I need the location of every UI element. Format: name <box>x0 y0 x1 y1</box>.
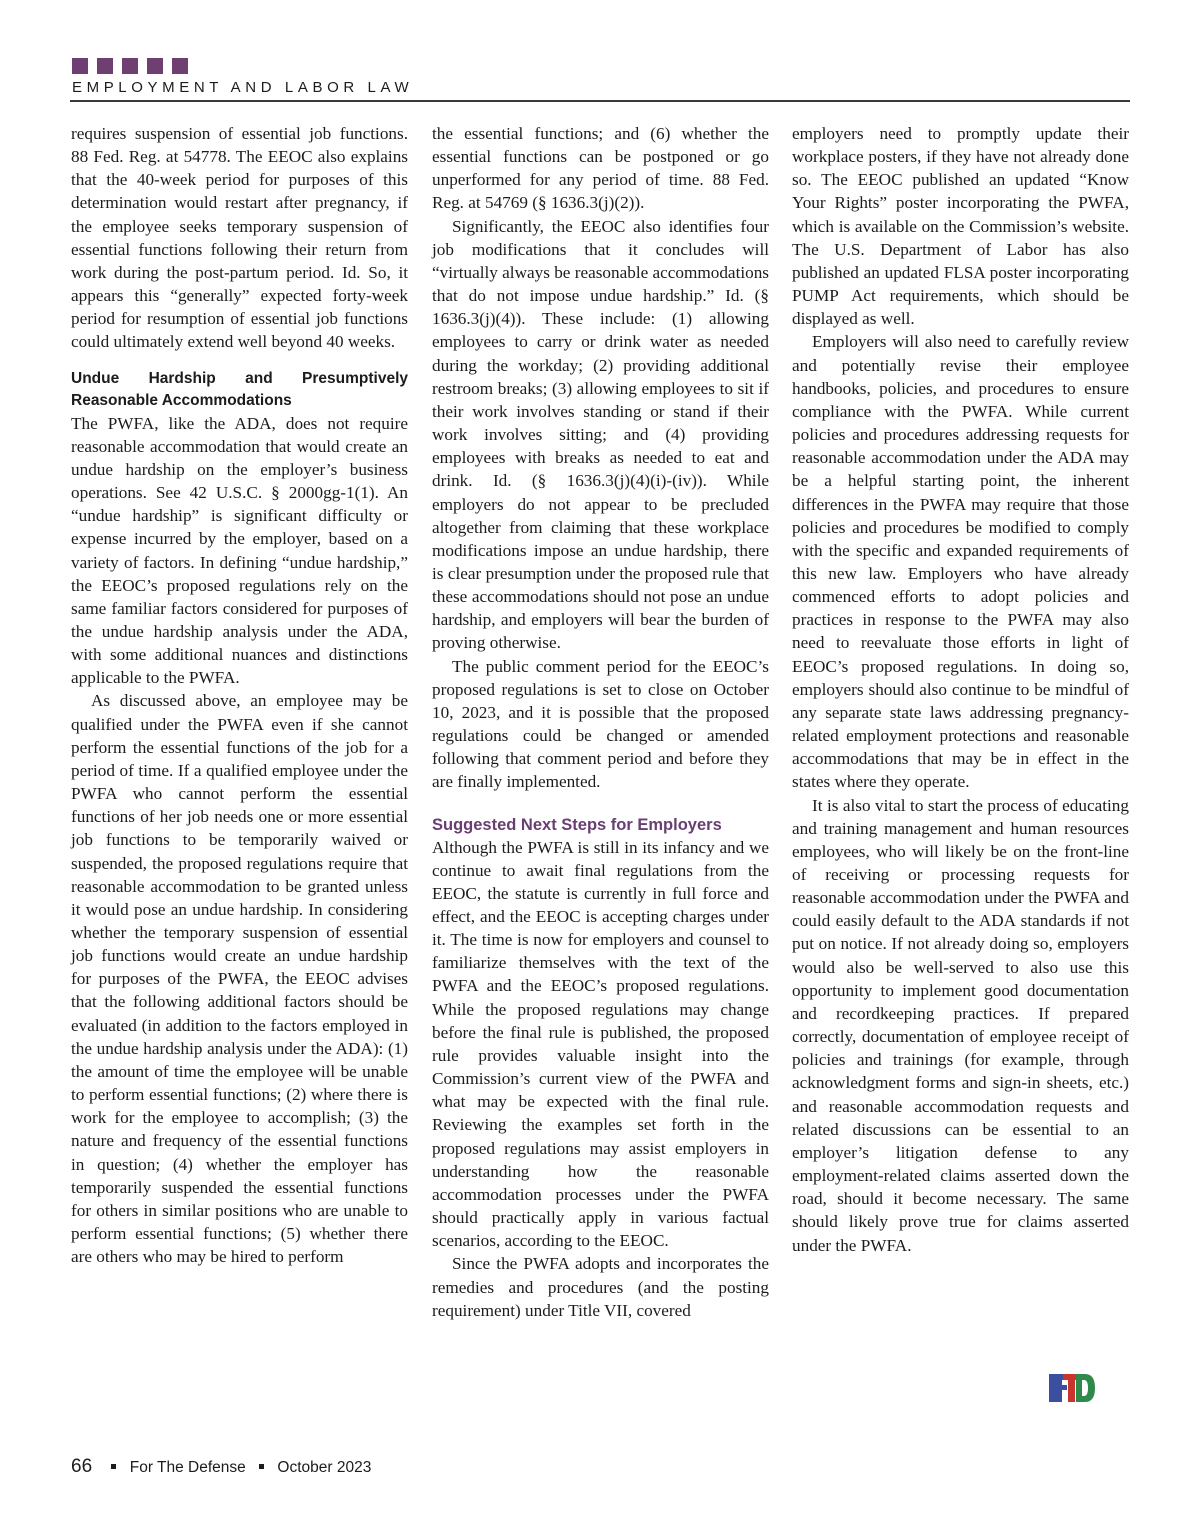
publication-name: For The Defense <box>129 1459 246 1476</box>
bullet-separator <box>111 1464 116 1469</box>
marker-square <box>172 58 188 74</box>
paragraph: As discussed above, an employee may be qualified under the PWFA even if she cannot perform the essential functions of the job for a period of time. If a qualified employee under the PWFA who cannot perform the essential functions of her job needs one or more essential job functions to be temporarily waived or suspended, the proposed regulations require that reasonable accommodation to be granted unless it would pose an undue hardship. In considering whether the temporary suspension of essential job functions would create an undue hardship for purposes of the PWFA, the EEOC advises that the following additional factors should be evaluated (in addition to the factors employed in the undue hardship analysis under the ADA): (1) the amount of time the employee will be unable to perform essential functions; (2) where there is work for the employee to accomplish; (3) the nature and frequency of the essential functions in question; (4) whether the employer has temporarily suspended the essential functions for others in similar positions who are unable to perform essential functions; (5) whether there are others who may be hired to perform <box>71 691 408 1267</box>
section-heading: Undue Hardship and Presumptively Reasonable Accommodations <box>71 369 408 409</box>
paragraph: the essential functions; and (6) whether the essential functions can be postponed or go unperformed for any period of time. 88 Fed. Reg. at 54769 (§ 1636.3(j)(2)). <box>432 124 769 213</box>
text-column-2 <box>432 122 769 1322</box>
bullet-separator <box>259 1464 264 1469</box>
paragraph: Since the PWFA adopts and incorporates the remedies and procedures (and the posting requirement) under Title VII, covered <box>432 1254 769 1320</box>
text-column-1 <box>71 122 408 1268</box>
section-marker-squares <box>72 58 188 74</box>
page-footer <box>71 1456 371 1478</box>
paragraph: Although the PWFA is still in its infancy and we continue to await final regulations from the EEOC, the statute is currently in full force and effect, and the EEOC is accepting charges under it. The time is now for employers and counsel to familiarize themselves with the text of the PWFA and the EEOC’s proposed regulations. While the proposed regulations may change before the final rule is published, the proposed rule provides valuable insight into the Commission’s current view of the PWFA and what may be expected with the final rule. Reviewing the examples set forth in the proposed regulations may assist employers in understanding how the reasonable accommodation processes under the PWFA should practically apply in various factual scenarios, according to the EEOC. <box>432 837 769 1251</box>
paragraph: Employers will also need to carefully review and potentially revise their employee handbooks, policies, and procedures to ensure compliance with the PWFA. While current policies and procedures addressing requests for reasonable accommodation under the ADA may be a helpful starting point, the inherent differences in the PWFA may require that those policies and procedures be modified to comply with the specific and expanded requirements of this new law. Employers who have already commenced efforts to adopt policies and practices in response to the PWFA may also need to reevaluate those efforts in light of EEOC’s proposed regulations. In doing so, employers should also continue to be mindful of any separate state laws addressing pregnancy-related employment protections and reasonable accommodations that may be in effect in the states where they operate. <box>792 332 1129 792</box>
marker-square <box>97 58 113 74</box>
paragraph: It is also vital to start the process of educating and training management and human resources employees, who will likely be on the front-line of receiving or processing requests for reasonable accommodation under the PWFA and could easily default to the ADA standards if not put on notice. If not already doing so, employers would also be well-served to also use this opportunity to implement good documentation and recordkeeping practices. If prepared correctly, documentation of employee receipt of policies and trainings (for example, through acknowledgment forms and sign-in sheets, etc.) and reasonable accommodation requests and related discussions can be essential to an employer’s litigation defense to any employment-related claims asserted down the road, should it become necessary. The same should likely prove true for claims asserted under the PWFA. <box>792 795 1129 1255</box>
marker-square <box>122 58 138 74</box>
paragraph: The public comment period for the EEOC’s proposed regulations is set to close on October 10, 2023, and it is possible that the proposed regulations could be changed or amended following that comment period and before they are finally implemented. <box>432 656 769 792</box>
paragraph: requires suspension of essential job functions. 88 Fed. Reg. at 54778. The EEOC also explains that the 40-week period for purposes of this determination would restart after pregnancy, if the employee seeks temporary suspension of essential functions following their return from work during the post-partum period. Id. So, it appears this “generally” expected forty-week period for resumption of essential job functions could ultimately extend well beyond 40 weeks. <box>71 124 408 352</box>
section-label: EMPLOYMENT AND LABOR LAW <box>72 79 414 96</box>
marker-square <box>147 58 163 74</box>
section-heading: Suggested Next Steps for Employers <box>432 815 722 834</box>
page-number: 66 <box>71 1456 93 1477</box>
marker-square <box>72 58 88 74</box>
issue-date: October 2023 <box>277 1459 372 1476</box>
paragraph: employers need to promptly update their workplace posters, if they have not already done so. The EEOC published an updated “Know Your Rights” poster incorporating the PWFA, which is available on the Commission’s website. The U.S. Department of Labor has also published an updated FLSA poster incorporating PUMP Act requirements, which should be displayed as well. <box>792 124 1129 329</box>
paragraph: The PWFA, like the ADA, does not require reasonable accommodation that would create an undue hardship on the employer’s business operations. See 42 U.S.C. § 2000gg-1(1). An “undue hardship” is significant difficulty or expense incurred by the employer, based on a variety of factors. In defining “undue hardship,” the EEOC’s proposed regulations rely on the same familiar factors considered for purposes of the undue hardship analysis under the ADA, with some additional nuances and distinctions applicable to the PWFA. <box>71 413 408 688</box>
paragraph: Significantly, the EEOC also identifies four job modifications that it concludes will “virtually always be reasonable accommodations that do not impose undue hardship.” Id. (§ 1636.3(j)(4)). These include: (1) allowing employees to carry or drink water as needed during the workday; (2) providing additional restroom breaks; (3) allowing employees to sit if their work involves standing or stand if their work involves sitting; and (4) providing employees with breaks as needed to eat and drink. Id. (§ 1636.3(j)(4)(i)-(iv)). While employers do not appear to be precluded altogether from claiming that these workplace modifications impose an undue hardship, there is clear presumption under the proposed rule that these accommodations should not pose an undue hardship, and employers will bear the burden of proving otherwise. <box>432 216 769 653</box>
text-column-3 <box>792 122 1129 1257</box>
ftd-logo-icon <box>1049 1372 1095 1404</box>
header-rule <box>70 100 1130 102</box>
